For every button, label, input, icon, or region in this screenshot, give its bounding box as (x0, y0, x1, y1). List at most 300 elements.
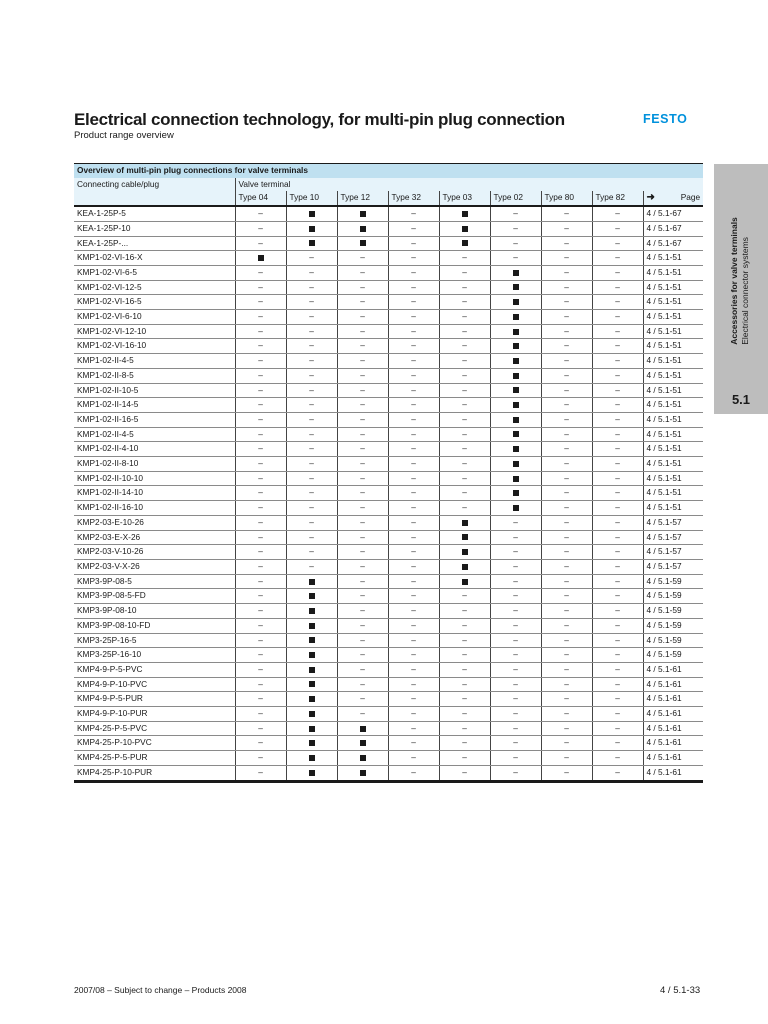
available-mark (286, 206, 337, 221)
not-available-mark: – (490, 530, 541, 545)
cable-name: KMP1-02-VI-16-10 (74, 339, 235, 354)
not-available-mark: – (541, 662, 592, 677)
not-available-mark: – (490, 545, 541, 560)
not-available-mark: – (286, 545, 337, 560)
not-available-mark: – (541, 457, 592, 472)
not-available-mark: – (592, 236, 643, 251)
filled-square-icon (309, 740, 315, 746)
table-row (74, 707, 703, 722)
filled-square-icon (513, 431, 519, 437)
not-available-mark: – (286, 368, 337, 383)
page-reference: 4 / 5.1-51 (643, 501, 703, 516)
available-mark (490, 501, 541, 516)
not-available-mark: – (541, 545, 592, 560)
filled-square-icon (360, 726, 366, 732)
available-mark (439, 206, 490, 221)
not-available-mark: – (337, 486, 388, 501)
not-available-mark: – (439, 751, 490, 766)
not-available-mark: – (337, 662, 388, 677)
not-available-mark: – (541, 618, 592, 633)
not-available-mark: – (490, 574, 541, 589)
not-available-mark: – (286, 354, 337, 369)
filled-square-icon (309, 623, 315, 629)
not-available-mark: – (286, 427, 337, 442)
not-available-mark: – (286, 412, 337, 427)
not-available-mark: – (439, 412, 490, 427)
not-available-mark: – (439, 398, 490, 413)
not-available-mark: – (235, 515, 286, 530)
not-available-mark: – (592, 251, 643, 266)
festo-logo: FESTO (643, 112, 688, 126)
not-available-mark: – (286, 486, 337, 501)
not-available-mark: – (337, 633, 388, 648)
not-available-mark: – (235, 574, 286, 589)
cable-name: KMP3-25P-16-10 (74, 648, 235, 663)
page-reference: 4 / 5.1-59 (643, 633, 703, 648)
not-available-mark: – (541, 751, 592, 766)
not-available-mark: – (490, 206, 541, 221)
not-available-mark: – (235, 471, 286, 486)
page-reference: 4 / 5.1-51 (643, 457, 703, 472)
col-header-type: Type 12 (337, 191, 388, 206)
table-row (74, 559, 703, 574)
not-available-mark: – (235, 310, 286, 325)
not-available-mark: – (541, 412, 592, 427)
not-available-mark: – (439, 339, 490, 354)
page-reference: 4 / 5.1-61 (643, 721, 703, 736)
not-available-mark: – (592, 633, 643, 648)
filled-square-icon (513, 314, 519, 320)
not-available-mark: – (235, 368, 286, 383)
not-available-mark: – (235, 221, 286, 236)
not-available-mark: – (490, 721, 541, 736)
filled-square-icon (462, 564, 468, 570)
not-available-mark: – (541, 721, 592, 736)
available-mark (286, 604, 337, 619)
available-mark (490, 383, 541, 398)
available-mark (490, 295, 541, 310)
table-row (74, 412, 703, 427)
available-mark (490, 486, 541, 501)
not-available-mark: – (286, 310, 337, 325)
not-available-mark: – (592, 486, 643, 501)
not-available-mark: – (235, 457, 286, 472)
table-row (74, 648, 703, 663)
available-mark (490, 324, 541, 339)
page-reference: 4 / 5.1-57 (643, 559, 703, 574)
available-mark (337, 221, 388, 236)
footer-note: 2007/08 – Subject to change – Products 2008 (74, 985, 247, 995)
cable-name: KMP1-02-VI-16-X (74, 251, 235, 266)
col-header-type: Type 80 (541, 191, 592, 206)
not-available-mark: – (337, 692, 388, 707)
not-available-mark: – (592, 383, 643, 398)
not-available-mark: – (490, 765, 541, 781)
not-available-mark: – (490, 221, 541, 236)
not-available-mark: – (439, 501, 490, 516)
not-available-mark: – (490, 236, 541, 251)
available-mark (490, 442, 541, 457)
not-available-mark: – (439, 486, 490, 501)
not-available-mark: – (541, 471, 592, 486)
not-available-mark: – (286, 457, 337, 472)
not-available-mark: – (541, 559, 592, 574)
not-available-mark: – (388, 368, 439, 383)
not-available-mark: – (490, 736, 541, 751)
col-header-type: Type 10 (286, 191, 337, 206)
cable-name: KMP1-02-VI-12-5 (74, 280, 235, 295)
available-mark (490, 398, 541, 413)
not-available-mark: – (541, 633, 592, 648)
table-row (74, 633, 703, 648)
filled-square-icon (513, 284, 519, 290)
not-available-mark: – (388, 648, 439, 663)
available-mark (286, 721, 337, 736)
not-available-mark: – (337, 530, 388, 545)
not-available-mark: – (592, 265, 643, 280)
cable-name: KMP1-02-II-4-5 (74, 354, 235, 369)
not-available-mark: – (490, 515, 541, 530)
not-available-mark: – (439, 589, 490, 604)
not-available-mark: – (235, 633, 286, 648)
not-available-mark: – (286, 530, 337, 545)
table-row (74, 515, 703, 530)
page-reference: 4 / 5.1-51 (643, 295, 703, 310)
chapter-side-tab (714, 164, 768, 414)
not-available-mark: – (592, 324, 643, 339)
not-available-mark: – (439, 280, 490, 295)
cable-name: KMP2-03-E-10-26 (74, 515, 235, 530)
page-reference: 4 / 5.1-61 (643, 677, 703, 692)
page-reference: 4 / 5.1-61 (643, 662, 703, 677)
cable-name: KMP1-02-VI-12-10 (74, 324, 235, 339)
not-available-mark: – (235, 751, 286, 766)
not-available-mark: – (388, 398, 439, 413)
table-row (74, 251, 703, 266)
not-available-mark: – (388, 501, 439, 516)
filled-square-icon (462, 520, 468, 526)
page-subtitle: Product range overview (74, 130, 174, 141)
not-available-mark: – (235, 677, 286, 692)
not-available-mark: – (337, 574, 388, 589)
not-available-mark: – (592, 765, 643, 781)
not-available-mark: – (490, 618, 541, 633)
available-mark (490, 339, 541, 354)
filled-square-icon (360, 211, 366, 217)
not-available-mark: – (592, 662, 643, 677)
not-available-mark: – (541, 398, 592, 413)
not-available-mark: – (388, 221, 439, 236)
cable-name: KMP1-02-II-16-10 (74, 501, 235, 516)
not-available-mark: – (337, 515, 388, 530)
not-available-mark: – (592, 354, 643, 369)
available-mark (286, 574, 337, 589)
not-available-mark: – (490, 251, 541, 266)
not-available-mark: – (337, 324, 388, 339)
filled-square-icon (309, 579, 315, 585)
available-mark (490, 412, 541, 427)
filled-square-icon (309, 637, 315, 643)
not-available-mark: – (439, 692, 490, 707)
cable-name: KMP1-02-II-14-5 (74, 398, 235, 413)
available-mark (490, 280, 541, 295)
not-available-mark: – (388, 559, 439, 574)
page-reference: 4 / 5.1-59 (643, 618, 703, 633)
not-available-mark: – (439, 457, 490, 472)
not-available-mark: – (541, 251, 592, 266)
not-available-mark: – (286, 280, 337, 295)
filled-square-icon (513, 446, 519, 452)
not-available-mark: – (541, 339, 592, 354)
cable-name: KMP1-02-II-4-5 (74, 427, 235, 442)
not-available-mark: – (541, 604, 592, 619)
available-mark (286, 692, 337, 707)
cable-name: KEA-1-25P-5 (74, 206, 235, 221)
not-available-mark: – (388, 236, 439, 251)
cable-name: KMP1-02-II-4-10 (74, 442, 235, 457)
not-available-mark: – (286, 251, 337, 266)
filled-square-icon (309, 593, 315, 599)
col-header-type: Type 02 (490, 191, 541, 206)
not-available-mark: – (235, 339, 286, 354)
table-row (74, 736, 703, 751)
available-mark (439, 559, 490, 574)
filled-square-icon (513, 299, 519, 305)
not-available-mark: – (388, 412, 439, 427)
table-row (74, 471, 703, 486)
not-available-mark: – (388, 574, 439, 589)
not-available-mark: – (592, 707, 643, 722)
filled-square-icon (360, 770, 366, 776)
not-available-mark: – (439, 648, 490, 663)
not-available-mark: – (388, 310, 439, 325)
not-available-mark: – (592, 751, 643, 766)
not-available-mark: – (439, 471, 490, 486)
cable-name: KMP3-9P-08-10-FD (74, 618, 235, 633)
not-available-mark: – (592, 295, 643, 310)
page-reference: 4 / 5.1-51 (643, 471, 703, 486)
not-available-mark: – (592, 501, 643, 516)
not-available-mark: – (592, 618, 643, 633)
filled-square-icon (360, 755, 366, 761)
not-available-mark: – (541, 280, 592, 295)
not-available-mark: – (592, 310, 643, 325)
not-available-mark: – (235, 236, 286, 251)
not-available-mark: – (541, 206, 592, 221)
not-available-mark: – (286, 501, 337, 516)
available-mark (286, 236, 337, 251)
available-mark (337, 206, 388, 221)
cable-name: KMP4-9-P-10-PVC (74, 677, 235, 692)
not-available-mark: – (439, 736, 490, 751)
not-available-mark: – (592, 442, 643, 457)
col-header-page (643, 191, 703, 206)
not-available-mark: – (592, 457, 643, 472)
not-available-mark: – (592, 545, 643, 560)
table-row (74, 751, 703, 766)
not-available-mark: – (388, 545, 439, 560)
not-available-mark: – (490, 604, 541, 619)
not-available-mark: – (337, 310, 388, 325)
not-available-mark: – (541, 368, 592, 383)
cable-name: KMP4-25-P-5-PVC (74, 721, 235, 736)
not-available-mark: – (541, 765, 592, 781)
not-available-mark: – (388, 471, 439, 486)
not-available-mark: – (388, 707, 439, 722)
not-available-mark: – (286, 383, 337, 398)
not-available-mark: – (286, 471, 337, 486)
filled-square-icon (513, 505, 519, 511)
not-available-mark: – (337, 545, 388, 560)
col-header-blank (74, 191, 235, 206)
filled-square-icon (513, 476, 519, 482)
not-available-mark: – (490, 662, 541, 677)
not-available-mark: – (286, 324, 337, 339)
filled-square-icon (513, 270, 519, 276)
filled-square-icon (309, 226, 315, 232)
available-mark (286, 589, 337, 604)
filled-square-icon (513, 490, 519, 496)
page-reference: 4 / 5.1-61 (643, 751, 703, 766)
footer-page-number: 4 / 5.1-33 (660, 985, 701, 996)
not-available-mark: – (388, 618, 439, 633)
page-reference: 4 / 5.1-67 (643, 206, 703, 221)
filled-square-icon (360, 226, 366, 232)
table-row (74, 530, 703, 545)
filled-square-icon (309, 755, 315, 761)
not-available-mark: – (337, 707, 388, 722)
not-available-mark: – (337, 265, 388, 280)
table-row (74, 692, 703, 707)
not-available-mark: – (541, 707, 592, 722)
cable-name: KMP2-03-E-X-26 (74, 530, 235, 545)
cable-name: KMP4-9-P-10-PUR (74, 707, 235, 722)
not-available-mark: – (388, 206, 439, 221)
filled-square-icon (513, 343, 519, 349)
table-row (74, 589, 703, 604)
table-row (74, 677, 703, 692)
not-available-mark: – (388, 589, 439, 604)
filled-square-icon (309, 770, 315, 776)
page-reference: 4 / 5.1-61 (643, 692, 703, 707)
filled-square-icon (309, 240, 315, 246)
not-available-mark: – (541, 354, 592, 369)
table-row (74, 206, 703, 221)
cable-name: KEA-1-25P-... (74, 236, 235, 251)
not-available-mark: – (337, 442, 388, 457)
not-available-mark: – (439, 633, 490, 648)
not-available-mark: – (337, 354, 388, 369)
not-available-mark: – (337, 295, 388, 310)
not-available-mark: – (235, 442, 286, 457)
available-mark (490, 265, 541, 280)
not-available-mark: – (235, 530, 286, 545)
available-mark (286, 707, 337, 722)
cable-name: KMP3-9P-08-5 (74, 574, 235, 589)
table-row (74, 310, 703, 325)
not-available-mark: – (439, 265, 490, 280)
not-available-mark: – (592, 398, 643, 413)
page-reference: 4 / 5.1-51 (643, 427, 703, 442)
not-available-mark: – (388, 604, 439, 619)
not-available-mark: – (490, 692, 541, 707)
not-available-mark: – (541, 501, 592, 516)
not-available-mark: – (235, 280, 286, 295)
not-available-mark: – (541, 574, 592, 589)
available-mark (337, 765, 388, 781)
arrow-right-icon: ➜ (646, 192, 655, 204)
not-available-mark: – (235, 589, 286, 604)
not-available-mark: – (439, 427, 490, 442)
not-available-mark: – (337, 501, 388, 516)
not-available-mark: – (490, 677, 541, 692)
table-row (74, 324, 703, 339)
not-available-mark: – (235, 707, 286, 722)
not-available-mark: – (541, 589, 592, 604)
not-available-mark: – (235, 324, 286, 339)
not-available-mark: – (286, 398, 337, 413)
filled-square-icon (360, 740, 366, 746)
filled-square-icon (462, 226, 468, 232)
page-reference: 4 / 5.1-67 (643, 221, 703, 236)
not-available-mark: – (286, 339, 337, 354)
not-available-mark: – (439, 383, 490, 398)
not-available-mark: – (337, 251, 388, 266)
cable-name: KMP4-25-P-5-PUR (74, 751, 235, 766)
available-mark (286, 633, 337, 648)
not-available-mark: – (541, 236, 592, 251)
not-available-mark: – (541, 692, 592, 707)
table-row (74, 295, 703, 310)
available-mark (286, 751, 337, 766)
not-available-mark: – (439, 707, 490, 722)
table-row (74, 383, 703, 398)
col-header-type: Type 04 (235, 191, 286, 206)
available-mark (286, 662, 337, 677)
available-mark (337, 721, 388, 736)
table-body (74, 206, 703, 781)
filled-square-icon (360, 240, 366, 246)
available-mark (286, 677, 337, 692)
not-available-mark: – (541, 295, 592, 310)
col-header-type: Type 03 (439, 191, 490, 206)
not-available-mark: – (337, 280, 388, 295)
not-available-mark: – (490, 559, 541, 574)
not-available-mark: – (235, 206, 286, 221)
table-row (74, 354, 703, 369)
not-available-mark: – (235, 383, 286, 398)
cable-name: KMP1-02-II-10-5 (74, 383, 235, 398)
filled-square-icon (462, 240, 468, 246)
available-mark (286, 221, 337, 236)
not-available-mark: – (235, 545, 286, 560)
page-reference: 4 / 5.1-67 (643, 236, 703, 251)
not-available-mark: – (337, 471, 388, 486)
page-reference: 4 / 5.1-59 (643, 589, 703, 604)
not-available-mark: – (388, 530, 439, 545)
cable-name: KMP1-02-II-10-10 (74, 471, 235, 486)
not-available-mark: – (235, 412, 286, 427)
cable-name: KMP3-9P-08-10 (74, 604, 235, 619)
not-available-mark: – (388, 427, 439, 442)
filled-square-icon (513, 402, 519, 408)
not-available-mark: – (337, 457, 388, 472)
not-available-mark: – (541, 427, 592, 442)
cable-name: KMP1-02-VI-6-5 (74, 265, 235, 280)
not-available-mark: – (592, 677, 643, 692)
not-available-mark: – (388, 280, 439, 295)
cable-name: KMP2-03-V-X-26 (74, 559, 235, 574)
